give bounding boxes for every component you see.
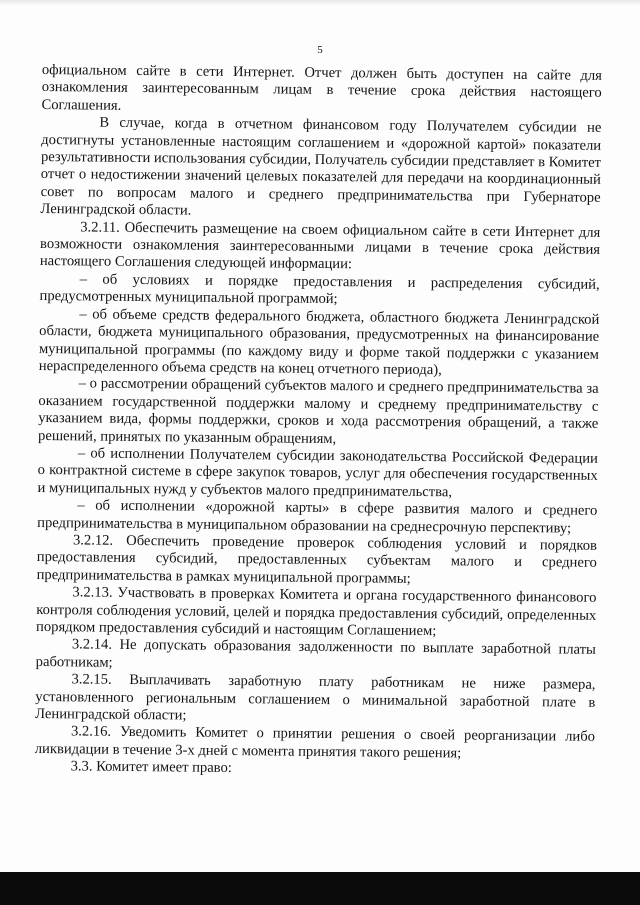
paragraph: 3.2.14. Не допускать образования задолженности по выплате заработной платы работникам; [35,636,596,671]
list-item: – об исполнении «дорожной карты» в сфере развития малого и среднего предпринимательства в муниципальном образовании на среднесрочную перспективу; [37,497,598,537]
document-body [35,62,602,781]
list-item: – о рассмотрении обращений субъектов малого и среднего предпринимательства за оказанием государственной поддержки малому и среднему предпринимательству с указанием вида, формы поддержки, сроков и хода рассмотрения обращений, а также решений, принятых по указанным обращениям, [38,375,599,447]
paragraph: 3.3. Комитет имеет право: [70,758,232,777]
page-number: 5 [317,44,323,56]
paragraph: В случае, когда в отчетном финансовом году Получателем субсидии не достигнуты установленные настоящим соглашением и «дорожной картой» показатели результативности использования субсидии, Получатель субсидии представляет в Комитет отчет о недостижении значений целевых показателей для передачи на координационный совет по вопросам малого и среднего предпринимательства при Губернаторе Ленинградской области. [40,114,602,219]
paragraph: 3.2.16. Уведомить Комитет о принятии решения о своей реорганизации либо ликвидации в течение 3-х дней с момента принятия такого решения; [34,723,596,762]
scan-bottom-border [0,872,640,905]
paragraph: 3.2.13. Участвовать в проверках Комитета и органа государственного финансового контроля соблюдения условий, целей и порядка предоставления субсидий, определенных порядком предоставления субсидий и настоящим Соглашением; [35,584,597,640]
list-item: – об исполнении Получателем субсидии законодательства Российской Федерации о контрактной системе в сфере закупок товаров, услуг для обеспечения государственных и муниципальных нужд у субъектов малого предпринимательства, [37,445,598,501]
scan-edge [0,0,640,6]
paragraph: 3.2.12. Обеспечить проведение проверок соблюдения условий и порядков предоставления субсидий, предоставленных субъектам малого и среднего предпринимательства в рамках муниципальной программы; [36,532,598,587]
list-item: – об условиях и порядке предоставления и распределения субсидий, предусмотренных муниципальной программой; [39,271,600,308]
paragraph: 3.2.15. Выплачивать заработную плату работникам не ниже размера, установленного региональным соглашением о минимальной заработной плате в Ленинградской области; [35,671,596,724]
list-item: – об объеме средств федерального бюджета, областного бюджета Ленинградской области, бюджета муниципального образования, предусмотренных на финансирование муниципальной программы (по каждому виду и форме такой поддержки с указанием нераспределенного объема средств на конец отчетного периода), [38,306,600,379]
paragraph: 3.2.11. Обеспечить размещение на своем официальном сайте в сети Интернет для возможности ознакомления заинтересованными лицами в течение срока действия настоящего Соглашения следующей информации: [39,219,601,273]
paragraph: официальном сайте в сети Интернет. Отчет должен быть доступен на сайте для ознакомления заинтересованным лицам в течение срока действия настоящего Соглашения. [41,62,602,114]
